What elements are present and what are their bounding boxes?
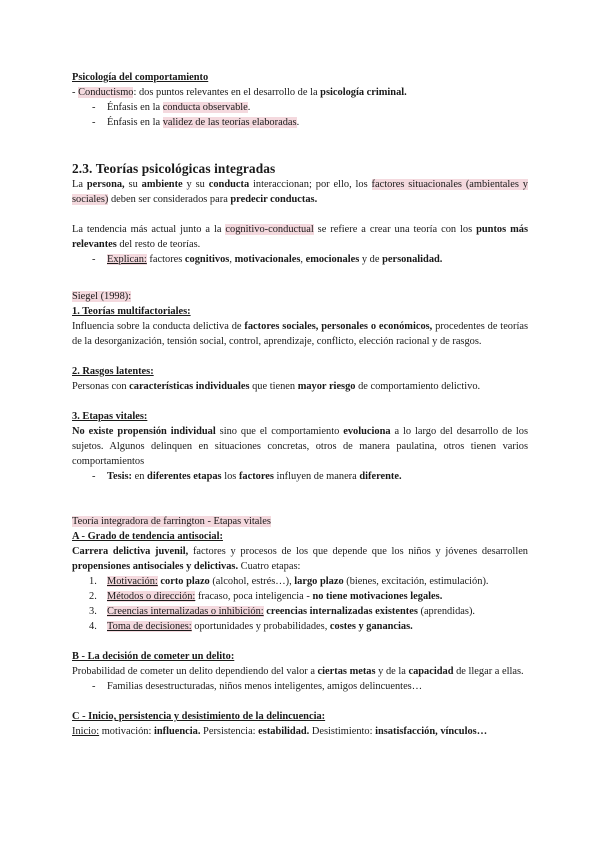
list-item	[72, 100, 528, 115]
text: en	[132, 471, 148, 482]
highlight: Creencias internalizadas o inhibición:	[107, 606, 264, 617]
item-number: 1.	[89, 576, 97, 587]
bold-text: Tesis:	[107, 471, 133, 482]
bold-text: insatisfacción, vínculos…	[375, 726, 488, 737]
highlight: Siegel (1998):	[72, 291, 132, 302]
farrington-label	[72, 514, 528, 529]
bold-text: persona,	[86, 179, 125, 190]
numbered-item	[72, 589, 528, 604]
numbered-item	[72, 619, 528, 634]
bold-text: diferentes etapas	[147, 471, 222, 482]
bold-text: evoluciona	[343, 426, 391, 437]
text: ,	[229, 254, 235, 265]
paragraph	[72, 379, 528, 394]
text: Énfasis en la	[107, 117, 163, 128]
bold-text: personalidad.	[382, 254, 443, 265]
item-number: 2.	[89, 591, 97, 602]
section-title-comportamiento: Psicología del comportamiento	[72, 72, 209, 83]
section-heading-2-3: 2.3. Teorías psicológicas integradas	[72, 161, 276, 176]
bold-text: estabilidad.	[258, 726, 310, 737]
text: : dos puntos relevantes en el desarrollo de la	[133, 87, 321, 98]
text: se refiere a crear una teoría con los	[313, 224, 477, 235]
bold-text: factores	[238, 471, 274, 482]
highlight: cognitivo-conductual	[225, 224, 314, 235]
text: Probabilidad de cometer un delito dependiendo del valor a	[72, 666, 318, 677]
text: (aprendidas).	[417, 606, 476, 617]
text: Desistimiento:	[309, 726, 376, 737]
bold-text: ciertas metas	[317, 666, 376, 677]
paragraph	[72, 664, 528, 679]
highlight: validez de las teorías elaboradas	[162, 117, 297, 128]
highlight: Motivación:	[107, 576, 158, 587]
bold-text: diferente.	[359, 471, 402, 482]
item-number: 4.	[89, 621, 97, 632]
paragraph	[72, 544, 528, 574]
bold-text: capacidad	[408, 666, 454, 677]
text: motivación:	[99, 726, 154, 737]
subheading: 1. Teorías multifactoriales:	[72, 306, 191, 317]
paragraph	[72, 319, 528, 349]
text: de comportamiento delictivo.	[355, 381, 481, 392]
subheading: 2. Rasgos latentes:	[72, 366, 154, 377]
bold-text: psicología criminal.	[320, 87, 407, 98]
bold-text: Carrera delictiva juvenil,	[72, 546, 189, 557]
text: los	[221, 471, 239, 482]
text: factores	[146, 254, 185, 265]
text: de llegar a ellas.	[453, 666, 524, 677]
bold-text: influencia.	[153, 726, 201, 737]
bold-text: factores sociales, personales o económicos,	[244, 321, 433, 332]
text: procedentes de teorías de la desorganización, tensión social, control, aprendizaje, conflicto, elección racional y de rasgos.	[72, 321, 528, 347]
text: La	[72, 179, 87, 190]
highlight: Toma de decisiones:	[107, 621, 192, 632]
subheading: B - La decisión de cometer un delito:	[72, 651, 235, 662]
text: Cuatro etapas:	[238, 561, 301, 572]
text: Énfasis en la	[107, 102, 163, 113]
text: sino que el comportamiento	[215, 426, 344, 437]
highlight: Teoría integradora de farrington - Etapas vitales	[72, 516, 271, 527]
subheading: 3. Etapas vitales:	[72, 411, 148, 422]
siegel-label	[72, 289, 528, 304]
bold-text: largo plazo	[294, 576, 344, 587]
text: factores y procesos de los que depende que los niños y jóvenes desarrollen	[188, 546, 529, 557]
text: interaccionan; por ello, los	[249, 179, 372, 190]
bold-text: ambiente	[141, 179, 183, 190]
highlight: Métodos o dirección:	[107, 591, 196, 602]
highlight: factores situacionales (ambientales y sociales)	[72, 179, 529, 205]
bold-text: No existe propensión individual	[72, 426, 216, 437]
list-item	[72, 469, 528, 484]
list-item: - Familias desestructuradas, niños menos inteligentes, amigos delincuentes…	[72, 679, 528, 694]
text: .	[296, 117, 300, 128]
text: Personas con	[72, 381, 130, 392]
list-item	[72, 252, 528, 267]
bold-text: emocionales	[305, 254, 360, 265]
subheading: A - Grado de tendencia antisocial:	[72, 531, 223, 542]
text: La tendencia más actual junto a la	[72, 224, 226, 235]
numbered-item	[72, 604, 528, 619]
list-item	[72, 115, 528, 130]
bold-text: características individuales	[129, 381, 250, 392]
subheading: C - Inicio, persistencia y desistimiento de la delincuencia:	[72, 711, 326, 722]
bold-text: motivacionales	[234, 254, 301, 265]
text: y de	[359, 254, 383, 265]
text: a lo largo del desarrollo de los sujetos. Algunos delinquen en situaciones concretas, otros de manera paulatina, otros tienen varios comportamientos	[72, 426, 528, 467]
dash: -	[72, 87, 79, 98]
text: (bienes, excitación, estimulación).	[343, 576, 489, 587]
bold-text: cognitivos	[184, 254, 230, 265]
bold-text: predecir conductas.	[230, 194, 318, 205]
highlight: conducta observable	[162, 102, 248, 113]
text: oportunidades y probabilidades,	[191, 621, 330, 632]
bold-text: corto plazo	[160, 576, 210, 587]
text: y su	[182, 179, 209, 190]
bold-text: creencias internalizadas existentes	[266, 606, 418, 617]
paragraph	[72, 177, 528, 207]
text: Influencia sobre la conducta delictiva de	[72, 321, 245, 332]
term-conductismo: Conductismo	[78, 87, 134, 98]
numbered-item	[72, 574, 528, 589]
conductismo-line	[72, 85, 528, 100]
text: fracaso, poca inteligencia -	[195, 591, 313, 602]
item-number: 3.	[89, 606, 97, 617]
text: .	[247, 102, 251, 113]
text: que tienen	[249, 381, 298, 392]
bold-text: mayor riesgo	[297, 381, 356, 392]
text: influyen de manera	[273, 471, 360, 482]
underlined-text: Inicio:	[72, 726, 100, 737]
bold-text: conducta	[208, 179, 250, 190]
bold-text: propensiones antisociales y delictivas.	[72, 561, 239, 572]
text: Persistencia:	[200, 726, 259, 737]
bold-text: costes y ganancias.	[329, 621, 413, 632]
paragraph	[72, 222, 528, 252]
text: (alcohol, estrés…),	[209, 576, 295, 587]
bold-text: no tiene motivaciones legales.	[312, 591, 443, 602]
text: su	[124, 179, 142, 190]
text: del resto de teorías.	[116, 239, 201, 250]
paragraph	[72, 424, 528, 469]
text: ,	[300, 254, 306, 265]
paragraph	[72, 724, 528, 739]
text: y de la	[375, 666, 409, 677]
bold-text: puntos más relevantes	[72, 224, 529, 250]
text: deben ser considerados para	[108, 194, 231, 205]
highlight: Explican:	[107, 254, 147, 265]
